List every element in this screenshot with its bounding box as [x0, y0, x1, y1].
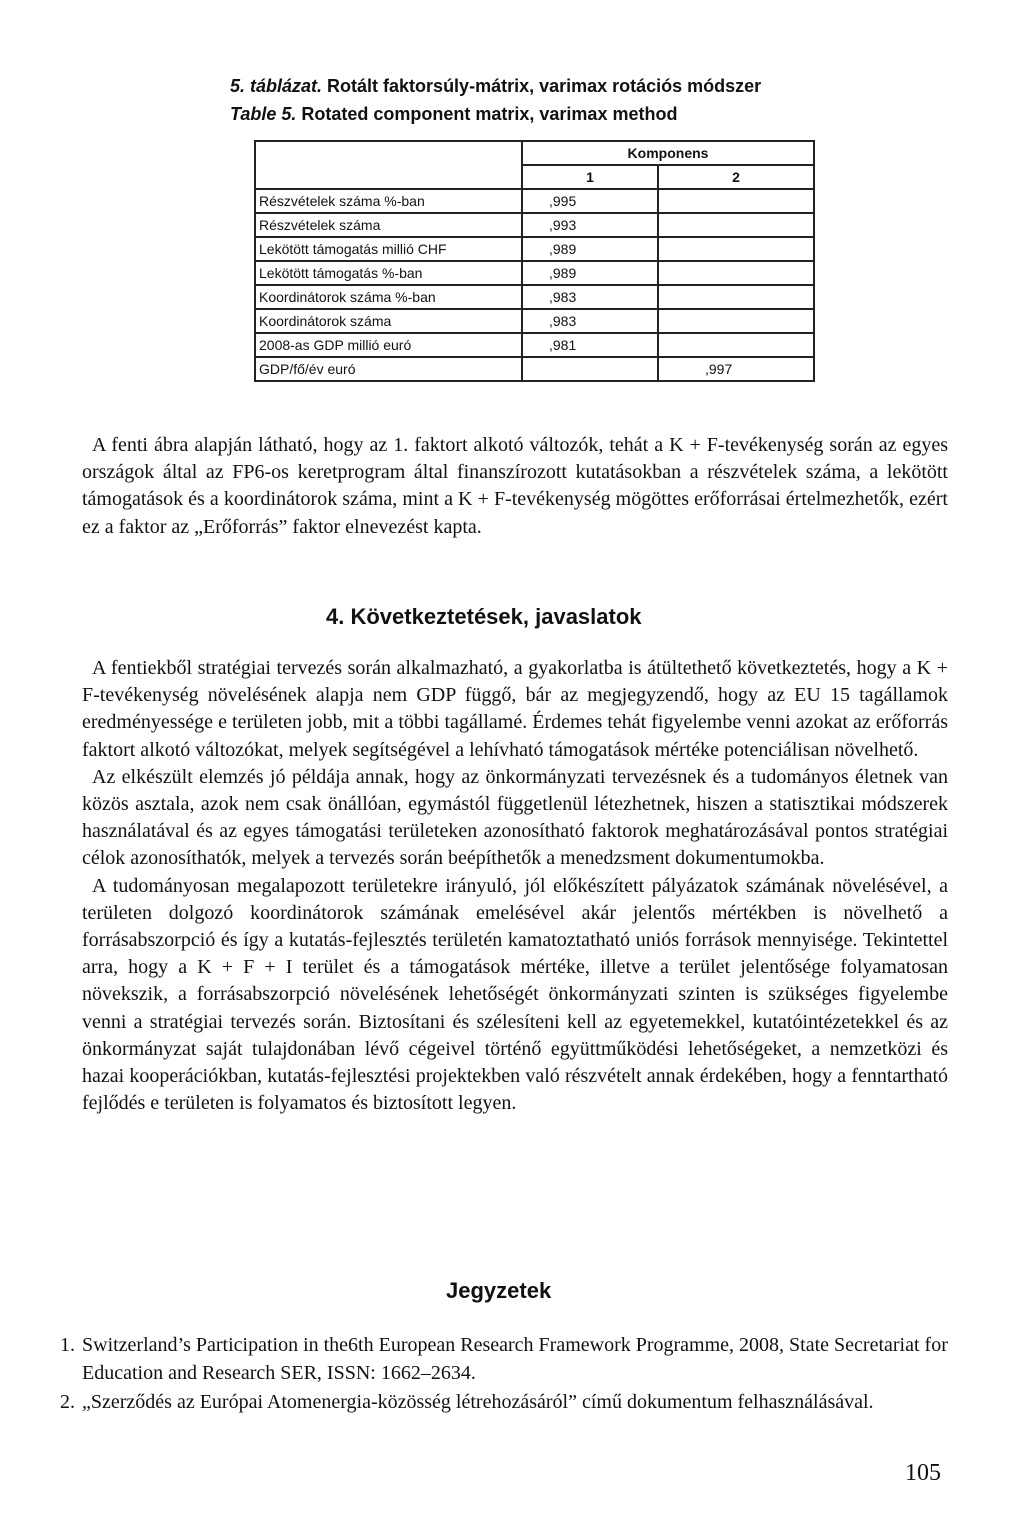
table-row-label: Koordinátorok száma: [255, 309, 522, 333]
note-item: [60, 1332, 948, 1387]
table-cell-comp1: ,989: [522, 237, 658, 261]
table-caption-hu: [230, 76, 761, 97]
table-cell-comp2: [658, 189, 814, 213]
table-cell-comp1: [522, 357, 658, 381]
table-row: [255, 309, 814, 333]
table-caption-en-title: Rotated component matrix, varimax method: [301, 104, 678, 124]
section-paragraph: A fentiekből stratégiai tervezés során alkalmazható, a gyakorlatba is átültethető következtetés, hogy a K + F-tevékenység növelésének alapja nem GDP függő, bár az megjegyzendő, hogy az EU 15 tagállamok eredményessége e területen jobb, mit a többi tagállamé. Érdemes tehát figyelembe venni azokat az erőforrás faktort alkotó változókat, melyek segítségével a lehívható támogatások mértéke potenciálisan növelhető.: [82, 657, 948, 761]
notes-list: [60, 1332, 948, 1419]
table-row: [255, 333, 814, 357]
table-caption-hu-title: Rotált faktorsúly-mátrix, varimax rotációs módszer: [327, 76, 762, 96]
note-number: 1.: [60, 1334, 75, 1356]
note-text: Switzerland’s Participation in the6th European Research Framework Programme, 2008, State Secretariat for Education and Research SER, ISSN: 1662–2634.: [82, 1334, 948, 1384]
table-header-row-2: [255, 165, 814, 189]
table-cell-comp2: [658, 213, 814, 237]
table-row-label: Részvételek száma: [255, 213, 522, 237]
table-cell-comp2: [658, 333, 814, 357]
table-cell-comp1: ,983: [522, 285, 658, 309]
intro-paragraph-block: [82, 432, 948, 541]
table-cell-comp2: [658, 285, 814, 309]
table-col-header-2: 2: [658, 165, 814, 189]
note-item: [60, 1389, 948, 1417]
table-row-label: 2008-as GDP millió euró: [255, 333, 522, 357]
table-caption-en-label: Table 5.: [230, 104, 297, 124]
note-number: 2.: [60, 1391, 75, 1413]
table-cell-comp2: [658, 261, 814, 285]
table-row: [255, 237, 814, 261]
table-row: [255, 357, 814, 381]
table-cell-comp1: ,995: [522, 189, 658, 213]
table-cell-comp1: ,983: [522, 309, 658, 333]
table-corner-cell-lower: [255, 165, 522, 189]
table-cell-comp2: [658, 237, 814, 261]
table-cell-comp2: [658, 309, 814, 333]
note-text: „Szerződés az Európai Atomenergia-közösség létrehozásáról” című dokumentum felhasználásával.: [82, 1391, 874, 1413]
table-row-label: Lekötött támogatás %-ban: [255, 261, 522, 285]
table-row: [255, 213, 814, 237]
table-col-header-1: 1: [522, 165, 658, 189]
table-corner-cell: [255, 141, 522, 165]
table-row-label: GDP/fő/év euró: [255, 357, 522, 381]
table-header-row-1: [255, 141, 814, 165]
page-number: 105: [905, 1460, 941, 1486]
section-heading: 4. Következtetések, javaslatok: [326, 604, 642, 629]
table-cell-comp1: ,993: [522, 213, 658, 237]
notes-heading: Jegyzetek: [446, 1278, 552, 1303]
section-paragraph: Az elkészült elemzés jó példája annak, hogy az önkormányzati tervezésnek és a tudományos életnek van közös asztala, azok nem csak önállóan, egymástól függetlenül létezhetnek, hiszen a statisztikai módszerek használatával és az egyes támogatási területeken azonosítható faktorok meghatározásával pontos stratégiai célok azonosíthatók, melyek a tervezés során beépíthetők a menedzsment dokumentumokba.: [82, 765, 948, 870]
table-cell-comp2: ,997: [658, 357, 814, 381]
table-cell-comp1: ,981: [522, 333, 658, 357]
table-caption-hu-label: 5. táblázat.: [230, 76, 323, 96]
table-cell-comp1: ,989: [522, 261, 658, 285]
table-row: [255, 189, 814, 213]
table-row-label: Koordinátorok száma %-ban: [255, 285, 522, 309]
table-row-label: Részvételek száma %-ban: [255, 189, 522, 213]
table-row: [255, 285, 814, 309]
table-row-label: Lekötött támogatás millió CHF: [255, 237, 522, 261]
component-matrix-table: [254, 140, 815, 382]
section-body: [82, 655, 948, 1117]
table-caption-en: [230, 104, 677, 125]
table-group-header: Komponens: [522, 141, 814, 165]
table-row: [255, 261, 814, 285]
section-paragraph: A tudományosan megalapozott területekre irányuló, jól előkészített pályázatok számának növelésével, a területen dolgozó koordinátorok számának emelésével akár jelentős mértékben is növelhető a forrásabszorpció és így a kutatás-fejlesztés területén kamatoztatható uniós források mennyisége. Tekintettel arra, hogy a K + F + I terület és a támogatások mértéke, illetve a terület jelentősége folyamatosan növekszik, a forrásabszorpció növelésének lehetőségét önkormányzati szinten is szükséges figyelembe venni a stratégiai tervezés során. Biztosítani és szélesíteni kell az egyetemekkel, kutatóintézetekkel és az önkormányzat saját tulajdonában lévő cégeivel történő együttműködési lehetőségeket, a nemzetközi és hazai kooperációkban, kutatás-fejlesztési projektekben való részvételt annak érdekében, hogy a fenntartható fejlődés e területen is folyamatos és biztosított legyen.: [82, 874, 948, 1115]
intro-paragraph: A fenti ábra alapján látható, hogy az 1. faktort alkotó változók, tehát a K + F-tevékenység során az egyes országok által az FP6-os keretprogram által finanszírozott kutatásokban a részvételek száma, a lekötött támogatások és a koordinátorok száma, mint a K + F-tevékenység mögöttes erőforrásai értelmezhetők, ezért ez a faktor az „Erőforrás” faktor elnevezést kapta.: [82, 434, 948, 538]
